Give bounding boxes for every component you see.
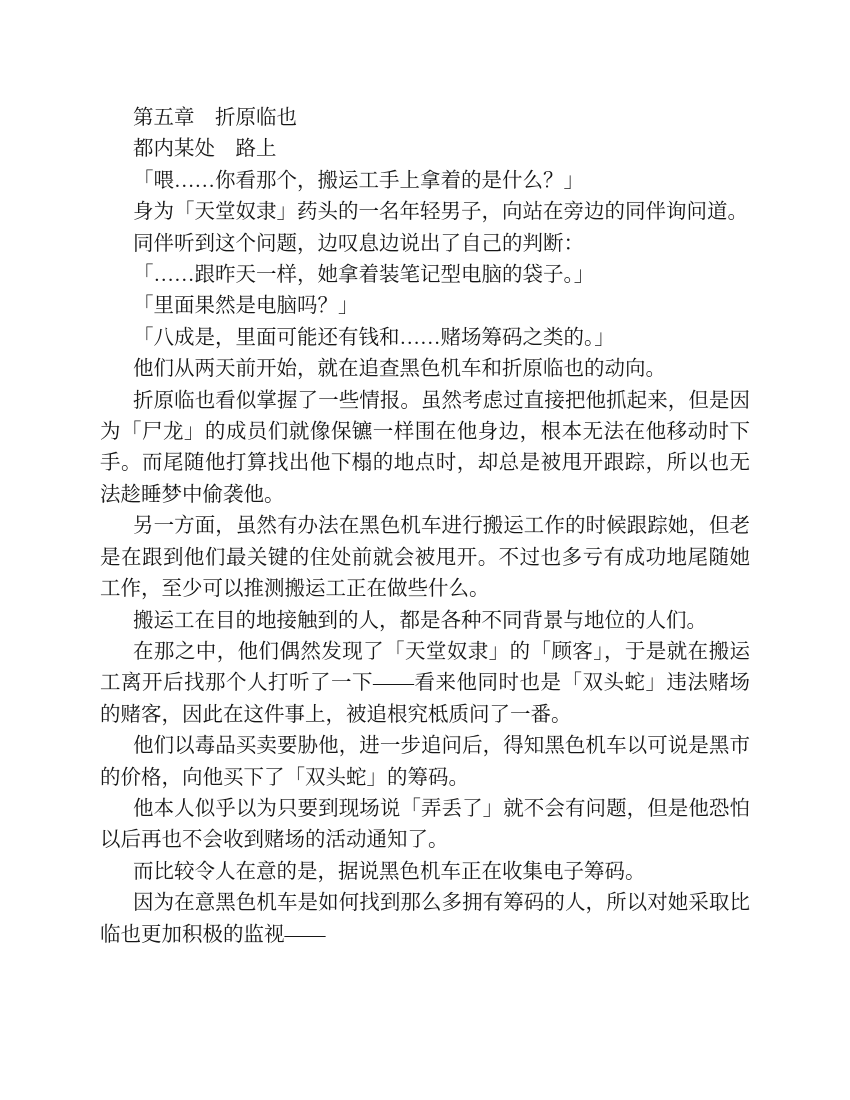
paragraph: 同伴听到这个问题，边叹息边说出了自己的判断： [133,232,584,255]
paragraph: 因为在意黑色机车是如何找到那么多拥有筹码的人，所以对她采取比临也更加积极的监视—— [100,892,750,946]
paragraph: 「喂……你看那个，搬运工手上拿着的是什么？」 [133,169,584,192]
paragraph: 折原临也看似掌握了一些情报。虽然考虑过直接把他抓起来，但是因为「尸龙」的成员们就像保镳一样围在他身边，根本无法在他移动时下手。而尾随他打算找出他下榻的地点时，却总是被甩开跟踪，所以也无法趁睡梦中偷袭他。 [100,389,750,506]
paragraph: 另一方面，虽然有办法在黑色机车进行搬运工作的时候跟踪她，但老是在跟到他们最关键的住处前就会被甩开。不过也多亏有成功地尾随她工作，至少可以推测搬运工正在做些什么。 [100,515,750,601]
paragraph: 在那之中，他们偶然发现了「天堂奴隶」的「顾客」，于是就在搬运工离开后找那个人打听了一下——看来他同时也是「双头蛇」违法赌场的赌客，因此在这件事上，被追根究柢质问了一番。 [100,640,750,726]
paragraph: 身为「天堂奴隶」药头的一名年轻男子，向站在旁边的同伴询问道。 [133,201,748,224]
paragraph: 而比较令人在意的是，据说黑色机车正在收集电子筹码。 [133,860,646,883]
paragraph: 搬运工在目的地接触到的人，都是各种不同背景与地位的人们。 [133,609,707,632]
paragraph: 他们以毒品买卖要胁他，进一步追问后，得知黑色机车以可说是黑市的价格，向他买下了「双头蛇」的筹码。 [100,735,750,789]
scene-heading: 都内某处 路上 [133,138,277,161]
paragraph: 他们从两天前开始，就在追查黑色机车和折原临也的动向。 [133,358,666,381]
chapter-heading: 第五章 折原临也 [133,107,297,129]
paragraph: 他本人似乎以为只要到现场说「弄丢了」就不会有问题，但是他恐怕以后再也不会收到赌场的活动通知了。 [100,797,750,852]
paragraph: 「八成是，里面可能还有钱和……赌场筹码之类的。」 [133,326,615,349]
paragraph: 「里面果然是电脑吗？」 [133,295,359,318]
paragraph: 「……跟昨天一样，她拿着装笔记型电脑的袋子。」 [133,264,595,287]
page-text [100,103,750,951]
